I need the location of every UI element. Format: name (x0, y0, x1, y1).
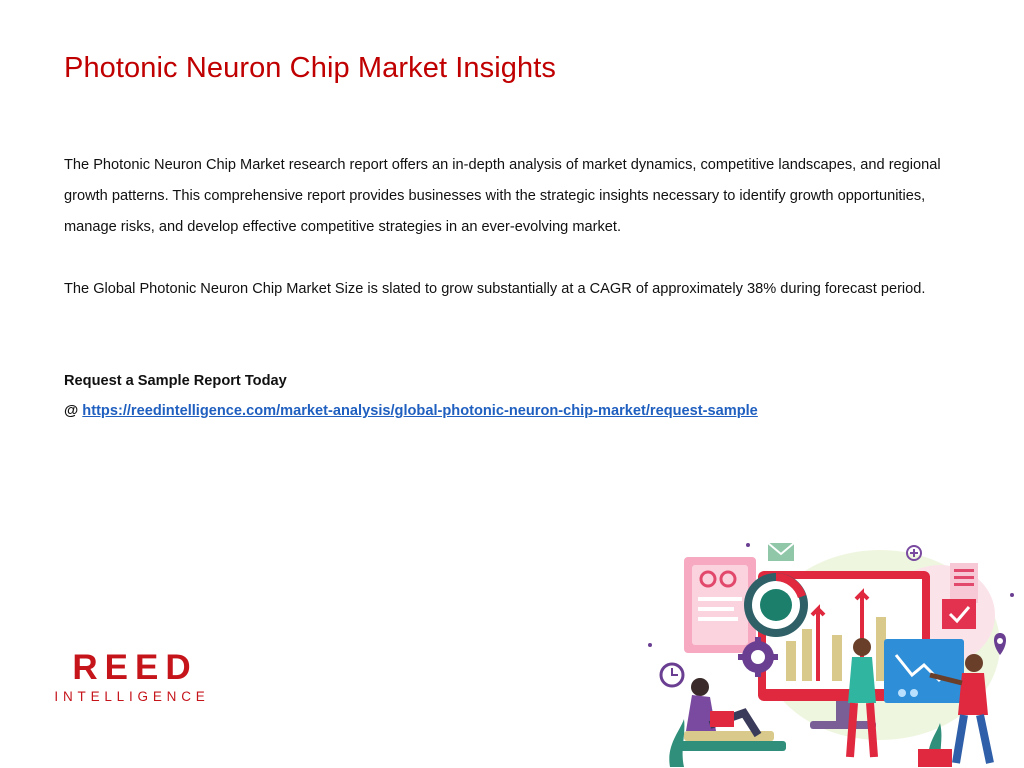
logo-wordmark: REED (72, 648, 198, 687)
sample-request-line (64, 396, 758, 427)
cagr-paragraph: The Global Photonic Neuron Chip Market Size is slated to grow substantially at a CAGR of approximately 38% during forecast period. (64, 281, 926, 297)
sample-request-link[interactable]: https://reedintelligence.com/market-analysis/global-photonic-neuron-chip-market/request-sample (82, 403, 758, 419)
market-analysis-illustration (640, 535, 1024, 768)
donut-chart-icon (744, 573, 808, 637)
trend-panel-icon (884, 639, 964, 703)
reed-intelligence-logo (52, 648, 212, 706)
intro-paragraph: The Photonic Neuron Chip Market research report offers an in-depth analysis of market dynamics, competitive landscapes, and regional growth patterns. This comprehensive report provides businesses with the strategic insights necessary to identify growth opportunities, manage risks, and develop effective competitive strategies in an ever-evolving market. (64, 157, 941, 235)
logo-subtitle: INTELLIGENCE (54, 689, 210, 704)
sample-request-heading: Request a Sample Report Today (64, 373, 287, 389)
clock-icon (661, 664, 683, 686)
page-title: Photonic Neuron Chip Market Insights (64, 52, 557, 84)
at-prefix: @ (64, 403, 83, 419)
mail-icon (768, 543, 794, 561)
